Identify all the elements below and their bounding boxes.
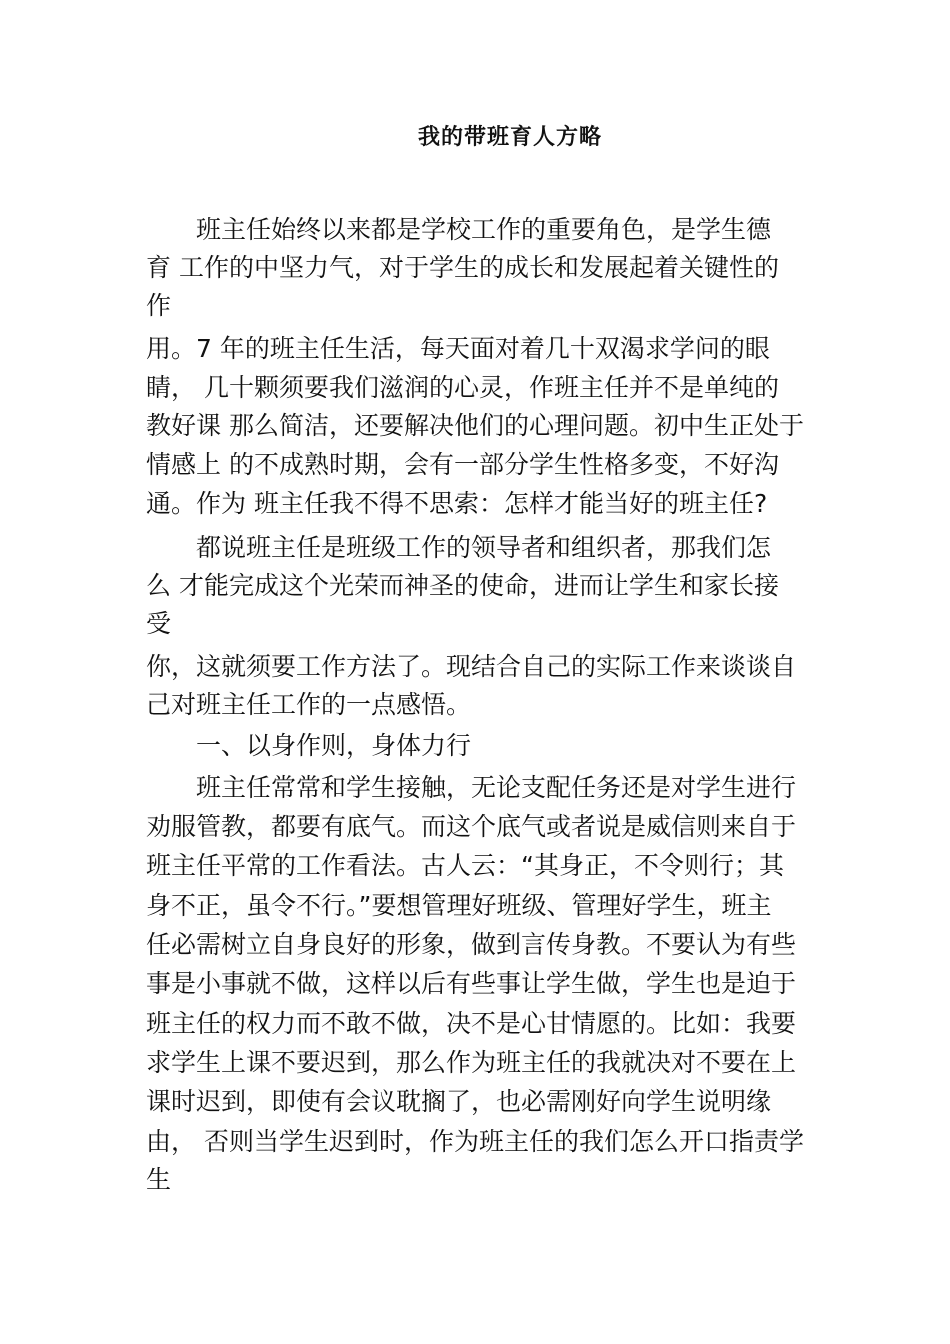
text-line: 身不正，虽令不行。”要想管理好班级、管理好学生，班主 — [146, 891, 772, 920]
text-line: 班主任平常的工作看法。古人云：“其身正，不令则行；其 — [146, 851, 784, 880]
text-line: 事是小事就不做，这样以后有些事让学生做，学生也是迫于 — [146, 969, 797, 998]
text-line: 育 工作的中坚力气，对于学生的成长和发展起着关键性的 — [146, 253, 779, 282]
text-line: 都说班主任是班级工作的领导者和组织者，那我们怎 — [196, 533, 772, 562]
text-line: 生 — [146, 1165, 172, 1194]
text-line: 求学生上课不要迟到，那么作为班主任的我就决对不要在上 — [146, 1048, 797, 1077]
text-line: 班主任始终以来都是学校工作的重要角色，是学生德 — [196, 215, 772, 244]
text-line: 受 — [146, 609, 172, 638]
text-line: 班主任的权力而不敢不做，决不是心甘情愿的。比如：我要 — [146, 1009, 797, 1038]
document-title: 我的带班育人方略 — [417, 125, 602, 150]
text-line: 己对班主任工作的一点感悟。 — [146, 690, 472, 719]
section-heading: 一、以身作则，身体力行 — [196, 731, 472, 760]
text-line: 你，这就须要工作方法了。现结合自己的实际工作来谈谈自 — [146, 652, 797, 681]
text-line: 教好课 那么简洁，还要解决他们的心理问题。初中生正处于 — [146, 411, 804, 440]
text-line: 作 — [146, 291, 172, 320]
text-line: 任必需树立自身良好的形象，做到言传身教。不要认为有些 — [146, 930, 797, 959]
text-line: 课时迟到，即使有会议耽搁了，也必需刚好向学生说明缘 — [146, 1087, 772, 1116]
text-line: 劝服管教，都要有底气。而这个底气或者说是威信则来自于 — [146, 812, 797, 841]
text-line: 用。7 年的班主任生活，每天面对着几十双渴求学问的眼 — [146, 334, 770, 363]
text-line: 班主任常常和学生接触，无论支配任务还是对学生进行 — [196, 773, 797, 802]
text-line: 么 才能完成这个光荣而神圣的使命，进而让学生和家长接 — [146, 571, 779, 600]
text-line: 由， 否则当学生迟到时，作为班主任的我们怎么开口指责学 — [146, 1127, 804, 1156]
text-line: 睛， 几十颗须要我们滋润的心灵，作班主任并不是单纯的 — [146, 373, 779, 402]
text-line: 情感上 的不成熟时期，会有一部分学生性格多变，不好沟 — [146, 450, 779, 479]
text-line: 通。作为 班主任我不得不思索：怎样才能当好的班主任? — [146, 489, 768, 518]
